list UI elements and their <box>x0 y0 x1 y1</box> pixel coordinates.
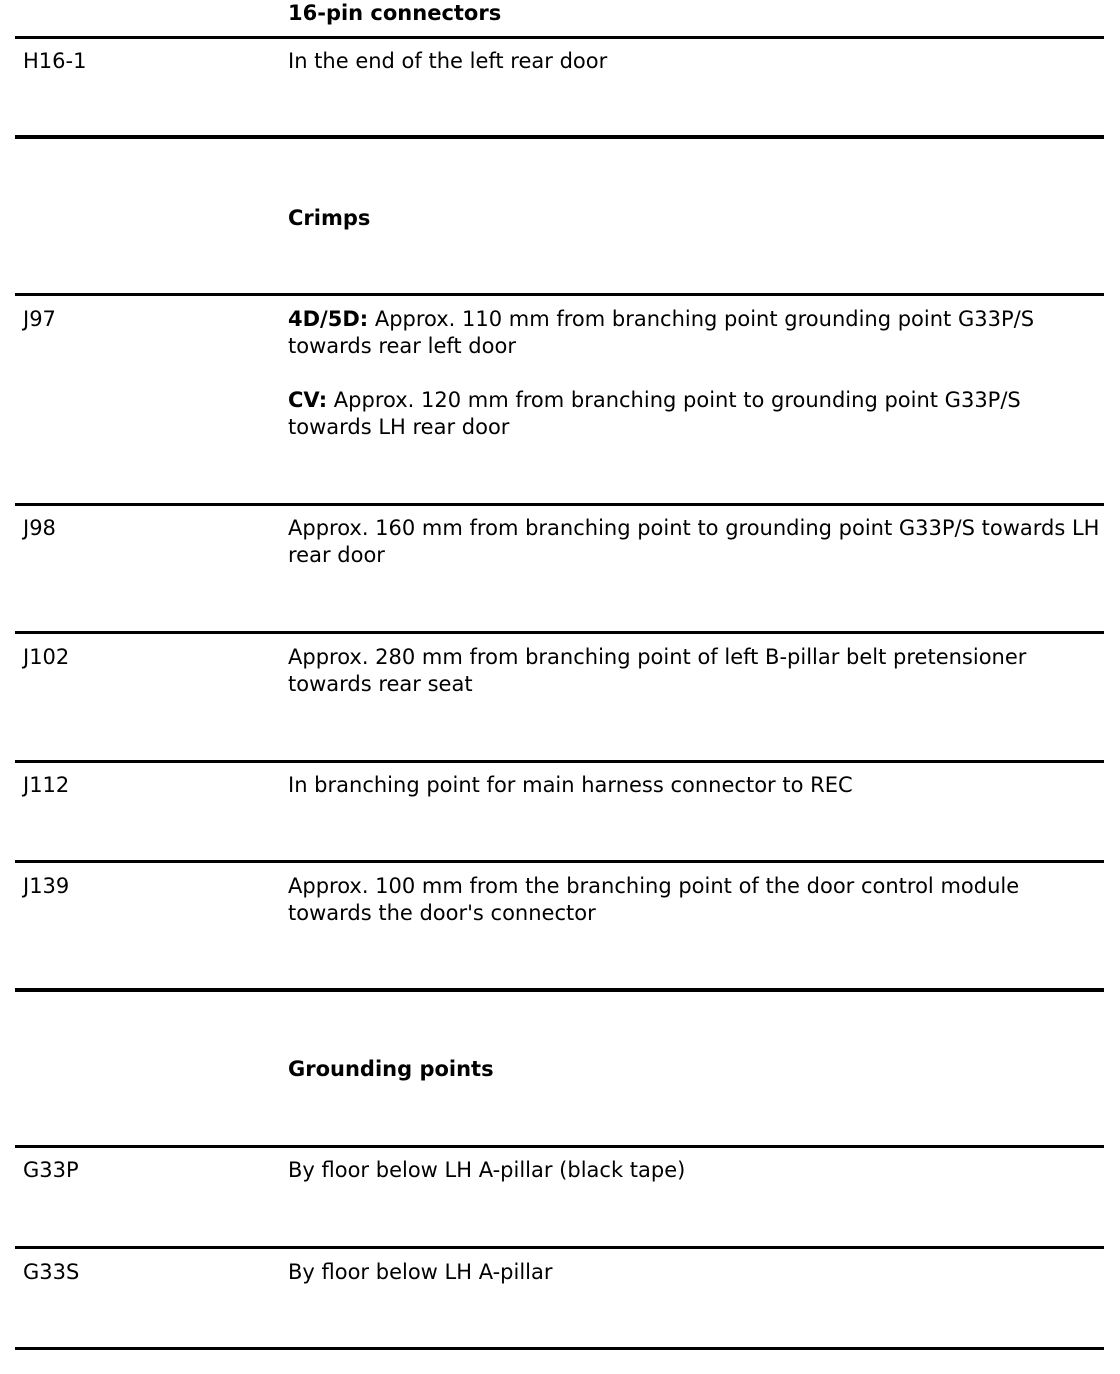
text-cv: Approx. 120 mm from branching point to grounding point G33P/S towards LH rear door <box>288 388 1021 439</box>
row-code-g33p: G33P <box>23 1158 79 1182</box>
divider <box>15 631 1104 634</box>
divider <box>15 1347 1104 1350</box>
text-4d5d: Approx. 110 mm from branching point grounding point G33P/S towards rear left door <box>288 307 1035 358</box>
section-heading-16pin-connectors: 16-pin connectors <box>288 1 502 25</box>
row-code-g33s: G33S <box>23 1260 80 1284</box>
section-divider <box>15 988 1104 992</box>
row-code-j97: J97 <box>23 307 56 331</box>
row-desc-j97-4d5d <box>288 306 1104 360</box>
row-desc-g33s: By floor below LH A-pillar <box>288 1260 553 1284</box>
section-divider <box>15 135 1104 139</box>
divider <box>15 1145 1104 1148</box>
divider <box>15 1246 1104 1249</box>
section-heading-crimps: Crimps <box>288 206 371 230</box>
row-desc-h16-1: In the end of the left rear door <box>288 49 608 73</box>
section-heading-grounding-points: Grounding points <box>288 1057 494 1081</box>
row-code-j102: J102 <box>23 645 70 669</box>
row-desc-j139: Approx. 100 mm from the branching point of the door control module towards the door's connector <box>288 874 1020 925</box>
row-code-h16-1: H16-1 <box>23 49 87 73</box>
divider <box>15 760 1104 763</box>
row-code-j112: J112 <box>23 773 70 797</box>
row-desc-j102: Approx. 280 mm from branching point of left B-pillar belt pretensioner towards rear seat <box>288 645 1027 696</box>
row-code-j98: J98 <box>23 516 56 540</box>
row-desc-g33p: By floor below LH A-pillar (black tape) <box>288 1158 686 1182</box>
divider <box>15 36 1104 39</box>
label-4d5d: 4D/5D: <box>288 307 369 331</box>
label-cv: CV: <box>288 388 328 412</box>
row-desc-j98: Approx. 160 mm from branching point to grounding point G33P/S towards LH rear door <box>288 516 1100 567</box>
row-desc-j97-cv <box>288 387 1104 441</box>
divider <box>15 860 1104 863</box>
divider <box>15 503 1104 506</box>
divider <box>15 293 1104 296</box>
row-code-j139: J139 <box>23 874 70 898</box>
row-desc-j112: In branching point for main harness connector to REC <box>288 773 853 797</box>
